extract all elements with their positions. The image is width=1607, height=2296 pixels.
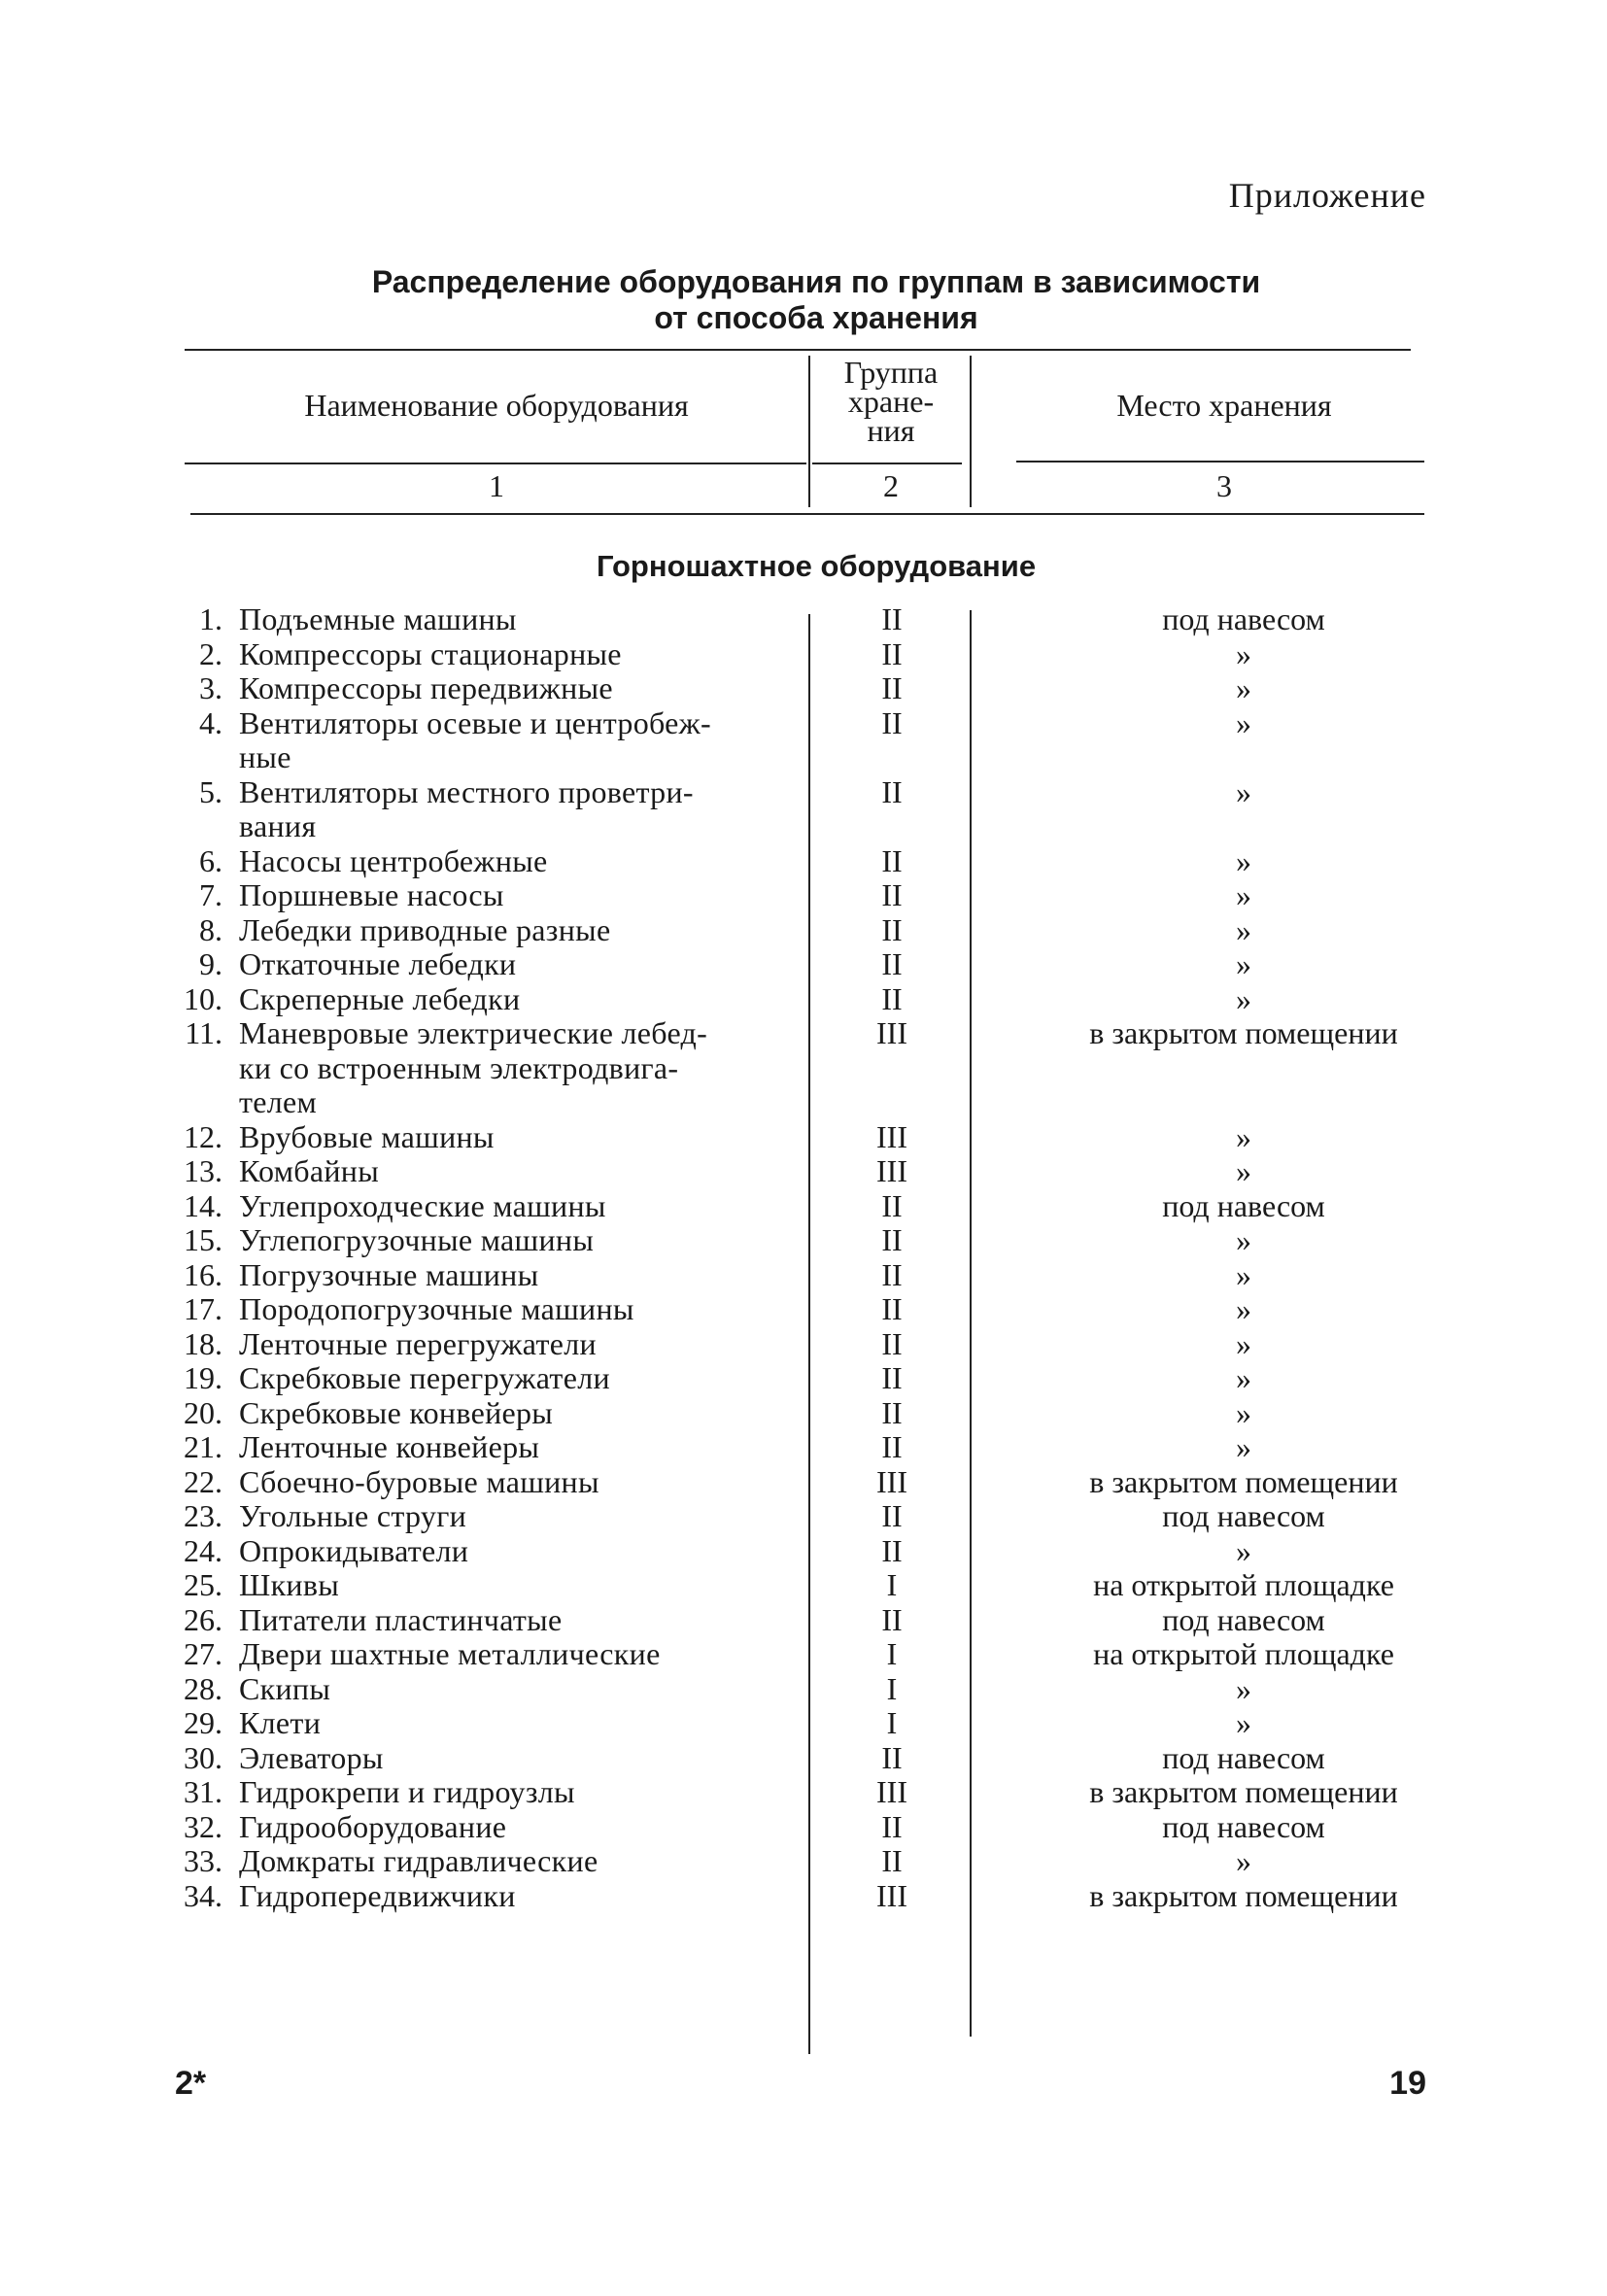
table-row: [0, 1258, 1607, 1293]
storage-group: II: [881, 601, 903, 636]
storage-group: I: [886, 1670, 898, 1706]
storage-group: I: [886, 1636, 898, 1671]
storage-place: под навесом: [1162, 1808, 1325, 1844]
storage-group: II: [881, 773, 903, 809]
storage-place: »: [1236, 877, 1251, 912]
storage-place: на открытой площадке: [1093, 1636, 1394, 1671]
equipment-name: Породопогрузочные машины: [239, 1291, 634, 1326]
storage-place: »: [1236, 1429, 1251, 1464]
appendix-label: Приложение: [1228, 176, 1426, 215]
row-number: 20.: [184, 1394, 222, 1430]
equipment-name: Вентиляторы местного проветри- вания: [239, 773, 694, 843]
table-title-line-1: Распределение оборудования по группам в зависимости: [371, 264, 1261, 299]
equipment-name: Опрокидыватели: [239, 1532, 469, 1568]
storage-group: II: [881, 911, 903, 947]
row-number: 19.: [184, 1360, 222, 1395]
table-row: [0, 1603, 1607, 1638]
equipment-name: Откаточные лебедки: [239, 946, 517, 981]
storage-place: »: [1236, 911, 1251, 947]
storage-place: под навесом: [1162, 601, 1325, 636]
row-number: 31.: [184, 1774, 222, 1809]
row-number: 29.: [184, 1705, 222, 1740]
row-number: 28.: [184, 1670, 222, 1706]
table-row: [0, 1223, 1607, 1258]
storage-place: »: [1236, 842, 1251, 878]
equipment-name: Комбайны: [239, 1153, 380, 1188]
row-number: 9.: [199, 946, 222, 981]
equipment-name: Элеваторы: [239, 1739, 384, 1775]
table-row: [0, 1810, 1607, 1845]
table-row: [0, 1534, 1607, 1569]
header-rule-col3: [1016, 461, 1424, 463]
equipment-name: Маневровые электрические лебед- ки со встроенным электродвига- телем: [239, 1015, 708, 1119]
table-row: [0, 1637, 1607, 1672]
row-number: 33.: [184, 1843, 222, 1878]
storage-group: II: [881, 1843, 903, 1878]
row-number: 4.: [199, 704, 222, 740]
equipment-name: Компрессоры передвижные: [239, 670, 613, 705]
column-divider-left-header: [808, 356, 810, 507]
row-number: 15.: [184, 1222, 222, 1257]
table-row: [0, 1465, 1607, 1500]
header-rule-col2: [812, 463, 962, 464]
storage-group: II: [881, 1739, 903, 1775]
row-number: 24.: [184, 1532, 222, 1568]
row-number: 11.: [185, 1015, 222, 1050]
storage-group: II: [881, 1498, 903, 1533]
table-row: [0, 637, 1607, 672]
storage-group: II: [881, 877, 903, 912]
storage-group: III: [876, 1015, 907, 1050]
row-number: 6.: [199, 842, 222, 878]
table-body: [0, 602, 1607, 1913]
table-row: [0, 913, 1607, 948]
storage-place: на открытой площадке: [1093, 1567, 1394, 1602]
table-row: [0, 775, 1607, 844]
storage-group: II: [881, 1532, 903, 1568]
storage-group: III: [876, 1463, 907, 1499]
table-row: [0, 1672, 1607, 1707]
col2-header-line-3: ния: [867, 413, 915, 448]
table-row: [0, 1775, 1607, 1810]
storage-place: »: [1236, 946, 1251, 981]
table-row: [0, 706, 1607, 775]
storage-group: III: [876, 1774, 907, 1809]
table-row: [0, 1396, 1607, 1431]
storage-place: »: [1236, 1256, 1251, 1292]
storage-place: в закрытом помещении: [1089, 1774, 1398, 1809]
equipment-name: Шкивы: [239, 1567, 340, 1602]
equipment-name: Двери шахтные металлические: [239, 1636, 661, 1671]
row-number: 12.: [184, 1118, 222, 1154]
storage-place: »: [1236, 980, 1251, 1016]
equipment-name: Гидрооборудование: [239, 1808, 507, 1844]
equipment-name: Сбоечно-буровые машины: [239, 1463, 599, 1499]
equipment-name: Угольные струги: [239, 1498, 467, 1533]
row-number: 26.: [184, 1601, 222, 1637]
table-row: [0, 671, 1607, 706]
row-number: 32.: [184, 1808, 222, 1844]
table-row: [0, 1879, 1607, 1914]
table-row: [0, 878, 1607, 913]
equipment-name: Ленточные конвейеры: [239, 1429, 540, 1464]
header-rule-col1: [185, 463, 806, 464]
storage-group: II: [881, 980, 903, 1016]
table-top-rule: [185, 349, 1411, 351]
storage-place: »: [1236, 1705, 1251, 1740]
table-row: [0, 1292, 1607, 1327]
equipment-name: Подъемные машины: [239, 601, 517, 636]
row-number: 30.: [184, 1739, 222, 1775]
storage-place: »: [1236, 1118, 1251, 1154]
row-number: 3.: [199, 670, 222, 705]
col1-header: Наименование оборудования: [304, 388, 689, 423]
table-row: [0, 1327, 1607, 1362]
storage-group: III: [876, 1118, 907, 1154]
equipment-name: Насосы центробежные: [239, 842, 548, 878]
storage-group: II: [881, 1601, 903, 1637]
table-row: [0, 1499, 1607, 1534]
storage-place: »: [1236, 635, 1251, 671]
equipment-name: Погрузочные машины: [239, 1256, 539, 1292]
col2-header-line-1: Группа: [843, 355, 939, 390]
col1-number: 1: [489, 468, 504, 503]
page-number: 19: [1389, 2065, 1426, 2102]
col3-header: Место хранения: [1116, 388, 1332, 423]
row-number: 14.: [184, 1187, 222, 1223]
storage-place: »: [1236, 670, 1251, 705]
storage-group: I: [886, 1567, 898, 1602]
storage-place: »: [1236, 704, 1251, 740]
column-number-rule: [190, 513, 1424, 515]
storage-place: »: [1236, 1153, 1251, 1188]
storage-group: II: [881, 1394, 903, 1430]
equipment-name: Клети: [239, 1705, 322, 1740]
storage-group: II: [881, 670, 903, 705]
equipment-name: Домкраты гидравлические: [239, 1843, 598, 1878]
storage-place: »: [1236, 1394, 1251, 1430]
row-number: 10.: [184, 980, 222, 1016]
row-number: 7.: [199, 877, 222, 912]
equipment-name: Скребковые перегружатели: [239, 1360, 610, 1395]
storage-group: II: [881, 1325, 903, 1361]
table-row: [0, 947, 1607, 982]
storage-place: в закрытом помещении: [1089, 1463, 1398, 1499]
section-title: Горношахтное оборудование: [596, 549, 1037, 583]
storage-group: II: [881, 704, 903, 740]
equipment-name: Врубовые машины: [239, 1118, 495, 1154]
row-number: 16.: [184, 1256, 222, 1292]
storage-place: под навесом: [1162, 1187, 1325, 1223]
row-number: 21.: [184, 1429, 222, 1464]
col3-number: 3: [1216, 468, 1232, 503]
equipment-name: Поршневые насосы: [239, 877, 504, 912]
row-number: 22.: [184, 1463, 222, 1499]
equipment-name: Ленточные перегружатели: [239, 1325, 597, 1361]
storage-group: III: [876, 1877, 907, 1913]
row-number: 25.: [184, 1567, 222, 1602]
storage-place: в закрытом помещении: [1089, 1015, 1398, 1050]
storage-group: I: [886, 1705, 898, 1740]
table-row: [0, 1568, 1607, 1603]
equipment-name: Скреперные лебедки: [239, 980, 521, 1016]
storage-place: »: [1236, 1670, 1251, 1706]
col2-header: [812, 355, 970, 448]
table-row: [0, 1741, 1607, 1776]
table-title-line-2: от способа хранения: [654, 300, 978, 335]
storage-place: »: [1236, 1843, 1251, 1878]
table-row: [0, 1844, 1607, 1879]
row-number: 2.: [199, 635, 222, 671]
row-number: 1.: [199, 601, 222, 636]
table-row: [0, 982, 1607, 1017]
equipment-name: Вентиляторы осевые и центробеж- ные: [239, 704, 712, 774]
table-row: [0, 1016, 1607, 1120]
table-row: [0, 602, 1607, 637]
equipment-name: Питатели пластинчатые: [239, 1601, 563, 1637]
table-title: [185, 264, 1448, 336]
row-number: 23.: [184, 1498, 222, 1533]
storage-place: в закрытом помещении: [1089, 1877, 1398, 1913]
storage-place: »: [1236, 1532, 1251, 1568]
storage-group: III: [876, 1153, 907, 1188]
equipment-name: Углепроходческие машины: [239, 1187, 606, 1223]
row-number: 13.: [184, 1153, 222, 1188]
table-row: [0, 1430, 1607, 1465]
storage-place: »: [1236, 773, 1251, 809]
column-divider-right-header: [970, 356, 972, 507]
storage-place: под навесом: [1162, 1601, 1325, 1637]
row-number: 27.: [184, 1636, 222, 1671]
equipment-name: Скребковые конвейеры: [239, 1394, 554, 1430]
storage-group: II: [881, 1256, 903, 1292]
table-row: [0, 844, 1607, 879]
equipment-name: Компрессоры стационарные: [239, 635, 622, 671]
storage-group: II: [881, 1222, 903, 1257]
equipment-name: Лебедки приводные разные: [239, 911, 611, 947]
equipment-name: Скипы: [239, 1670, 331, 1706]
table-row: [0, 1154, 1607, 1189]
storage-group: II: [881, 1808, 903, 1844]
equipment-name: Гидропередвижчики: [239, 1877, 516, 1913]
storage-group: II: [881, 1187, 903, 1223]
storage-place: под навесом: [1162, 1739, 1325, 1775]
row-number: 5.: [199, 773, 222, 809]
equipment-name: Гидрокрепи и гидроузлы: [239, 1774, 575, 1809]
storage-group: II: [881, 635, 903, 671]
table-row: [0, 1361, 1607, 1396]
storage-place: »: [1236, 1222, 1251, 1257]
col2-header-line-2: хране-: [847, 384, 935, 419]
col2-number: 2: [883, 468, 899, 503]
storage-place: »: [1236, 1291, 1251, 1326]
table-row: [0, 1189, 1607, 1224]
storage-place: »: [1236, 1360, 1251, 1395]
storage-place: под навесом: [1162, 1498, 1325, 1533]
storage-group: II: [881, 1429, 903, 1464]
equipment-name: Углепогрузочные машины: [239, 1222, 595, 1257]
table-row: [0, 1120, 1607, 1155]
table-row: [0, 1706, 1607, 1741]
row-number: 8.: [199, 911, 222, 947]
storage-group: II: [881, 946, 903, 981]
signature-mark: 2*: [175, 2065, 207, 2102]
storage-group: II: [881, 1360, 903, 1395]
row-number: 18.: [184, 1325, 222, 1361]
storage-place: »: [1236, 1325, 1251, 1361]
storage-group: II: [881, 842, 903, 878]
row-number: 17.: [184, 1291, 222, 1326]
row-number: 34.: [184, 1877, 222, 1913]
storage-group: II: [881, 1291, 903, 1326]
